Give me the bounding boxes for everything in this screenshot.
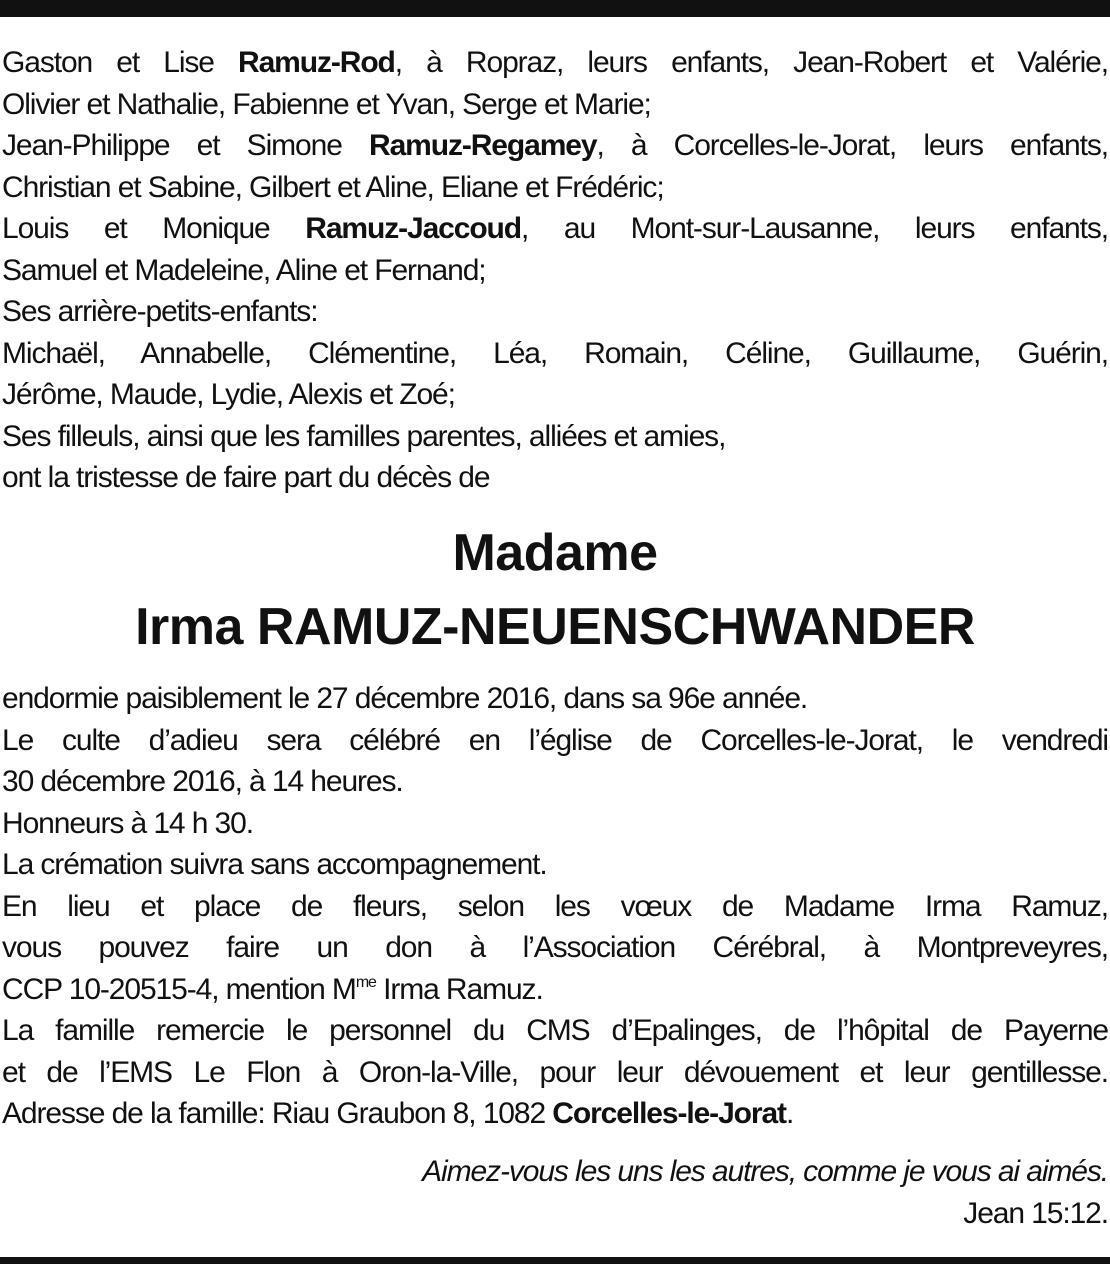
- detail-line: Honneurs à 14 h 30.: [2, 806, 253, 840]
- family-line: [2, 208, 1108, 250]
- detail-line: [2, 1093, 1108, 1135]
- text: .: [785, 1097, 794, 1130]
- detail-line: 30 décembre 2016, à 14 heures.: [2, 765, 403, 798]
- bottom-rule: [0, 1257, 1110, 1264]
- detail-line: endormie paisiblement le 27 décembre 2016, dans sa 96e année.: [2, 682, 808, 715]
- superscript: me: [355, 973, 376, 991]
- top-rule: [0, 0, 1110, 17]
- text: Louis et Monique: [2, 212, 306, 245]
- family-line: Olivier et Nathalie, Fabienne et Yvan, Serge et Marie;: [2, 87, 651, 121]
- text: , au Mont-sur-Lausanne, leurs enfants,: [521, 212, 1108, 245]
- family-line: [2, 125, 1108, 167]
- family-line: Jérôme, Maude, Lydie, Alexis et Zoé;: [2, 378, 455, 411]
- family-line: Ses filleuls, ainsi que les familles parentes, alliées et amies,: [2, 419, 726, 453]
- family-line: Samuel et Madeleine, Aline et Fernand;: [2, 253, 486, 287]
- family-name: Ramuz-Jaccoud: [305, 212, 522, 245]
- funeral-details: [2, 678, 1108, 1135]
- family-line: ont la tristesse de faire part du décès de: [2, 461, 490, 494]
- deceased-name: Irma RAMUZ-NEUENSCHWANDER: [135, 598, 975, 656]
- text: Irma Ramuz.: [375, 972, 543, 1006]
- detail-line: La famille remercie le personnel du CMS d’Epalinges, de l’hôpital de Payerne: [2, 1014, 1108, 1047]
- family-line: Christian et Sabine, Gilbert et Aline, Eliane et Frédéric;: [2, 170, 664, 204]
- family-announcement: [2, 42, 1108, 499]
- text: Adresse de la famille: Riau Graubon 8, 1082: [2, 1097, 553, 1130]
- detail-line: En lieu et place de fleurs, selon les vœux de Madame Irma Ramuz,: [2, 889, 1108, 923]
- bible-verse: Aimez-vous les uns les autres, comme je vous ai aimés.: [422, 1155, 1108, 1188]
- detail-line: vous pouvez faire un don à l’Association Cérébral, à Montpreveyres,: [2, 931, 1108, 964]
- family-address-town: Corcelles-le-Jorat: [552, 1097, 786, 1130]
- family-line: Ses arrière-petits-enfants:: [2, 295, 318, 328]
- text: CCP 10-20515-4, mention M: [2, 972, 356, 1006]
- text: , à Corcelles-le-Jorat, leurs enfants,: [596, 129, 1108, 162]
- detail-line: Le culte d’adieu sera célébré en l’église de Corcelles-le-Jorat, le vendredi: [2, 723, 1108, 757]
- detail-line: La crémation suivra sans accompagnement.: [2, 848, 547, 881]
- text: Jean-Philippe et Simone: [2, 129, 369, 162]
- text: Gaston et Lise: [2, 46, 239, 79]
- detail-line: [2, 969, 1108, 1011]
- verse-reference: Jean 15:12.: [963, 1197, 1108, 1230]
- detail-line: et de l’EMS Le Flon à Oron-la-Ville, pour leur dévouement et leur gentillesse.: [2, 1055, 1108, 1089]
- family-line: Michaël, Annabelle, Clémentine, Léa, Romain, Céline, Guillaume, Guérin,: [2, 336, 1108, 370]
- family-name: Ramuz-Rod: [238, 46, 395, 79]
- family-line: [2, 42, 1108, 84]
- family-name: Ramuz-Regamey: [369, 129, 597, 162]
- deceased-title: Madame: [452, 524, 658, 582]
- text: , à Ropraz, leurs enfants, Jean-Robert et Valérie,: [394, 46, 1108, 79]
